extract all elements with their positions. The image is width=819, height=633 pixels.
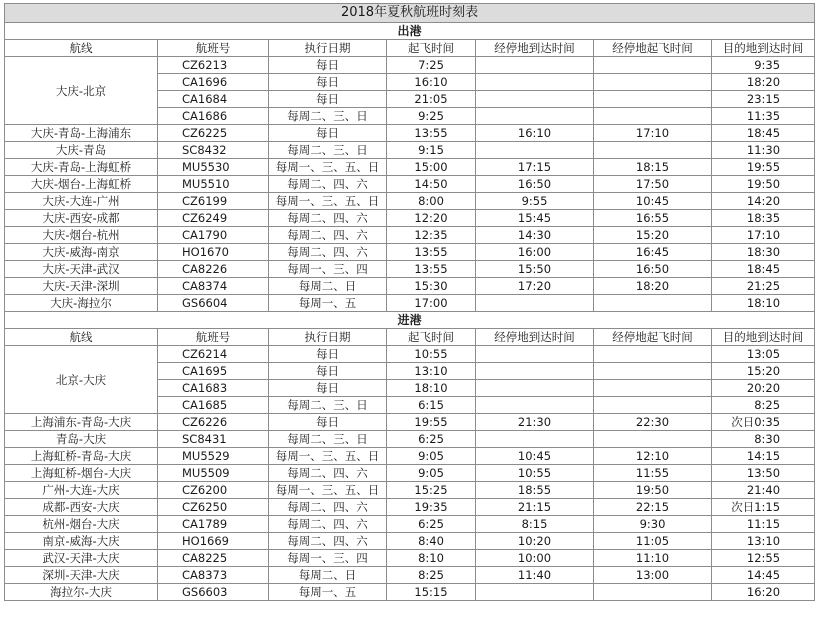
stop-arrival-cell: 14:30: [476, 227, 594, 244]
stop-departure-cell: 11:05: [594, 533, 712, 550]
flight-number-cell: GS6604: [158, 295, 269, 312]
flight-number-cell: CZ6214: [158, 346, 269, 363]
stop-departure-cell: [594, 363, 712, 380]
arrival-time-cell: 次日1:15: [712, 499, 815, 516]
arrival-time-cell: 18:45: [712, 125, 815, 142]
flight-number-cell: CZ6225: [158, 125, 269, 142]
stop-arrival-cell: 17:15: [476, 159, 594, 176]
stop-arrival-cell: [476, 397, 594, 414]
departure-time-cell: 15:15: [387, 584, 476, 601]
days-cell: 每周二、三、日: [269, 431, 387, 448]
stop-departure-cell: 10:45: [594, 193, 712, 210]
stop-departure-cell: 9:30: [594, 516, 712, 533]
column-header: 航班号: [158, 329, 269, 346]
stop-departure-cell: 13:00: [594, 567, 712, 584]
stop-arrival-cell: 21:15: [476, 499, 594, 516]
days-cell: 每日: [269, 125, 387, 142]
departure-time-cell: 6:15: [387, 397, 476, 414]
table-row: [5, 261, 815, 278]
table-row: [5, 482, 815, 499]
table-row: [5, 193, 815, 210]
arrival-time-cell: 18:10: [712, 295, 815, 312]
stop-departure-cell: [594, 57, 712, 74]
stop-arrival-cell: 16:50: [476, 176, 594, 193]
route-cell: 大庆-烟台-上海虹桥: [5, 176, 158, 193]
departure-time-cell: 17:00: [387, 295, 476, 312]
flight-number-cell: MU5529: [158, 448, 269, 465]
arrival-time-cell: 14:15: [712, 448, 815, 465]
stop-departure-cell: 17:50: [594, 176, 712, 193]
route-cell: 北京-大庆: [5, 346, 158, 414]
arrival-time-cell: 14:20: [712, 193, 815, 210]
flight-number-cell: CA8225: [158, 550, 269, 567]
column-header: 起飞时间: [387, 40, 476, 57]
departure-time-cell: 9:25: [387, 108, 476, 125]
flight-number-cell: CZ6249: [158, 210, 269, 227]
days-cell: 每日: [269, 57, 387, 74]
days-cell: 每周一、三、五、日: [269, 482, 387, 499]
stop-departure-cell: [594, 74, 712, 91]
stop-departure-cell: 18:20: [594, 278, 712, 295]
section-row: [5, 23, 815, 40]
departure-time-cell: 9:05: [387, 465, 476, 482]
stop-arrival-cell: 11:40: [476, 567, 594, 584]
arrival-time-cell: 19:50: [712, 176, 815, 193]
departure-time-cell: 6:25: [387, 431, 476, 448]
stop-departure-cell: [594, 346, 712, 363]
stop-departure-cell: 19:50: [594, 482, 712, 499]
route-cell: 广州-大连-大庆: [5, 482, 158, 499]
arrival-time-cell: 20:20: [712, 380, 815, 397]
stop-arrival-cell: [476, 431, 594, 448]
stop-departure-cell: 11:10: [594, 550, 712, 567]
route-cell: 杭州-烟台-大庆: [5, 516, 158, 533]
table-row: [5, 125, 815, 142]
flight-number-cell: MU5530: [158, 159, 269, 176]
stop-arrival-cell: 16:00: [476, 244, 594, 261]
route-cell: 大庆-青岛: [5, 142, 158, 159]
flight-number-cell: CA1686: [158, 108, 269, 125]
stop-departure-cell: 18:15: [594, 159, 712, 176]
flight-number-cell: CA8226: [158, 261, 269, 278]
days-cell: 每周二、三、日: [269, 142, 387, 159]
days-cell: 每周一、三、五、日: [269, 448, 387, 465]
days-cell: 每周二、三、日: [269, 108, 387, 125]
stop-arrival-cell: [476, 74, 594, 91]
table-row: [5, 346, 815, 363]
table-row: [5, 414, 815, 431]
table-row: [5, 176, 815, 193]
table-row: [5, 210, 815, 227]
schedule-body: [5, 4, 815, 601]
departure-time-cell: 13:55: [387, 261, 476, 278]
departure-time-cell: 14:50: [387, 176, 476, 193]
flight-number-cell: CZ6213: [158, 57, 269, 74]
table-row: [5, 567, 815, 584]
arrival-time-cell: 18:20: [712, 74, 815, 91]
departure-time-cell: 18:10: [387, 380, 476, 397]
days-cell: 每日: [269, 414, 387, 431]
arrival-time-cell: 17:10: [712, 227, 815, 244]
stop-arrival-cell: [476, 57, 594, 74]
flight-number-cell: CZ6226: [158, 414, 269, 431]
column-header: 目的地到达时间: [712, 40, 815, 57]
departure-time-cell: 8:25: [387, 567, 476, 584]
days-cell: 每周一、五: [269, 295, 387, 312]
table-row: [5, 550, 815, 567]
departure-time-cell: 13:10: [387, 363, 476, 380]
arrival-time-cell: 13:10: [712, 533, 815, 550]
departure-time-cell: 21:05: [387, 91, 476, 108]
table-row: [5, 57, 815, 74]
flight-number-cell: CZ6200: [158, 482, 269, 499]
arrival-time-cell: 14:45: [712, 567, 815, 584]
section-label: 出港: [5, 23, 815, 40]
route-cell: 大庆-大连-广州: [5, 193, 158, 210]
table-row: [5, 465, 815, 482]
stop-arrival-cell: 18:55: [476, 482, 594, 499]
column-header: 航线: [5, 329, 158, 346]
stop-departure-cell: 12:10: [594, 448, 712, 465]
flight-number-cell: CA1685: [158, 397, 269, 414]
stop-departure-cell: 22:15: [594, 499, 712, 516]
departure-time-cell: 15:30: [387, 278, 476, 295]
stop-arrival-cell: 10:00: [476, 550, 594, 567]
column-header: 航班号: [158, 40, 269, 57]
stop-arrival-cell: 8:15: [476, 516, 594, 533]
stop-departure-cell: [594, 584, 712, 601]
table-row: [5, 244, 815, 261]
departure-time-cell: 6:25: [387, 516, 476, 533]
departure-time-cell: 19:55: [387, 414, 476, 431]
arrival-time-cell: 13:05: [712, 346, 815, 363]
flight-number-cell: CZ6199: [158, 193, 269, 210]
days-cell: 每周二、日: [269, 567, 387, 584]
departure-time-cell: 7:25: [387, 57, 476, 74]
flight-schedule-table: [4, 3, 815, 601]
stop-arrival-cell: [476, 142, 594, 159]
table-row: [5, 431, 815, 448]
departure-time-cell: 13:55: [387, 244, 476, 261]
days-cell: 每日: [269, 363, 387, 380]
arrival-time-cell: 18:30: [712, 244, 815, 261]
stop-arrival-cell: 15:45: [476, 210, 594, 227]
departure-time-cell: 8:00: [387, 193, 476, 210]
arrival-time-cell: 21:25: [712, 278, 815, 295]
flight-number-cell: CA1789: [158, 516, 269, 533]
days-cell: 每周二、三、日: [269, 397, 387, 414]
route-cell: 深圳-天津-大庆: [5, 567, 158, 584]
days-cell: 每周二、日: [269, 278, 387, 295]
flight-number-cell: CA8374: [158, 278, 269, 295]
stop-arrival-cell: [476, 380, 594, 397]
stop-arrival-cell: 10:55: [476, 465, 594, 482]
days-cell: 每日: [269, 74, 387, 91]
flight-number-cell: CA1695: [158, 363, 269, 380]
departure-time-cell: 16:10: [387, 74, 476, 91]
stop-departure-cell: 16:55: [594, 210, 712, 227]
days-cell: 每周二、四、六: [269, 533, 387, 550]
stop-departure-cell: 15:20: [594, 227, 712, 244]
days-cell: 每周二、四、六: [269, 210, 387, 227]
route-cell: 南京-威海-大庆: [5, 533, 158, 550]
route-cell: 上海浦东-青岛-大庆: [5, 414, 158, 431]
flight-number-cell: GS6603: [158, 584, 269, 601]
flight-number-cell: HO1670: [158, 244, 269, 261]
flight-number-cell: MU5510: [158, 176, 269, 193]
departure-time-cell: 10:55: [387, 346, 476, 363]
days-cell: 每周一、三、四: [269, 550, 387, 567]
departure-time-cell: 9:15: [387, 142, 476, 159]
stop-departure-cell: [594, 431, 712, 448]
section-row: [5, 312, 815, 329]
table-row: [5, 278, 815, 295]
flight-number-cell: MU5509: [158, 465, 269, 482]
arrival-time-cell: 11:35: [712, 108, 815, 125]
days-cell: 每周二、四、六: [269, 227, 387, 244]
arrival-time-cell: 11:15: [712, 516, 815, 533]
arrival-time-cell: 11:30: [712, 142, 815, 159]
route-cell: 青岛-大庆: [5, 431, 158, 448]
flight-number-cell: SC8432: [158, 142, 269, 159]
table-row: [5, 227, 815, 244]
days-cell: 每周二、四、六: [269, 244, 387, 261]
arrival-time-cell: 13:50: [712, 465, 815, 482]
arrival-time-cell: 15:20: [712, 363, 815, 380]
route-cell: 大庆-威海-南京: [5, 244, 158, 261]
table-row: [5, 584, 815, 601]
departure-time-cell: 12:35: [387, 227, 476, 244]
days-cell: 每日: [269, 380, 387, 397]
stop-arrival-cell: [476, 108, 594, 125]
stop-arrival-cell: 21:30: [476, 414, 594, 431]
flight-number-cell: CA1790: [158, 227, 269, 244]
arrival-time-cell: 16:20: [712, 584, 815, 601]
column-header: 经停地到达时间: [476, 329, 594, 346]
arrival-time-cell: 9:35: [712, 57, 815, 74]
flight-number-cell: SC8431: [158, 431, 269, 448]
departure-time-cell: 15:25: [387, 482, 476, 499]
route-cell: 上海虹桥-烟台-大庆: [5, 465, 158, 482]
days-cell: 每周一、五: [269, 584, 387, 601]
route-cell: 大庆-天津-深圳: [5, 278, 158, 295]
departure-time-cell: 8:40: [387, 533, 476, 550]
stop-departure-cell: [594, 380, 712, 397]
stop-arrival-cell: 9:55: [476, 193, 594, 210]
route-cell: 成都-西安-大庆: [5, 499, 158, 516]
table-row: [5, 295, 815, 312]
days-cell: 每周一、三、四: [269, 261, 387, 278]
arrival-time-cell: 18:45: [712, 261, 815, 278]
header-row: [5, 40, 815, 57]
arrival-time-cell: 21:40: [712, 482, 815, 499]
stop-departure-cell: [594, 397, 712, 414]
table-row: [5, 516, 815, 533]
days-cell: 每周二、四、六: [269, 516, 387, 533]
column-header: 执行日期: [269, 329, 387, 346]
stop-arrival-cell: [476, 363, 594, 380]
stop-arrival-cell: 10:20: [476, 533, 594, 550]
flight-number-cell: HO1669: [158, 533, 269, 550]
route-cell: 上海虹桥-青岛-大庆: [5, 448, 158, 465]
column-header: 经停地起飞时间: [594, 329, 712, 346]
stop-departure-cell: 16:50: [594, 261, 712, 278]
column-header: 经停地到达时间: [476, 40, 594, 57]
route-cell: 大庆-青岛-上海虹桥: [5, 159, 158, 176]
column-header: 执行日期: [269, 40, 387, 57]
arrival-time-cell: 次日0:35: [712, 414, 815, 431]
stop-departure-cell: [594, 108, 712, 125]
stop-arrival-cell: [476, 346, 594, 363]
stop-departure-cell: 22:30: [594, 414, 712, 431]
column-header: 起飞时间: [387, 329, 476, 346]
days-cell: 每周一、三、五、日: [269, 193, 387, 210]
route-cell: 大庆-青岛-上海浦东: [5, 125, 158, 142]
table-row: [5, 142, 815, 159]
header-row: [5, 329, 815, 346]
arrival-time-cell: 18:35: [712, 210, 815, 227]
departure-time-cell: 19:35: [387, 499, 476, 516]
column-header: 目的地到达时间: [712, 329, 815, 346]
arrival-time-cell: 8:30: [712, 431, 815, 448]
stop-arrival-cell: [476, 295, 594, 312]
days-cell: 每周一、三、五、日: [269, 159, 387, 176]
days-cell: 每日: [269, 91, 387, 108]
table-row: [5, 448, 815, 465]
table-row: [5, 159, 815, 176]
table-title: 2018年夏秋航班时刻表: [5, 4, 815, 23]
route-cell: 大庆-北京: [5, 57, 158, 125]
stop-arrival-cell: 17:20: [476, 278, 594, 295]
table-row: [5, 499, 815, 516]
stop-arrival-cell: 16:10: [476, 125, 594, 142]
section-label: 进港: [5, 312, 815, 329]
stop-arrival-cell: [476, 584, 594, 601]
stop-departure-cell: 11:55: [594, 465, 712, 482]
departure-time-cell: 13:55: [387, 125, 476, 142]
days-cell: 每日: [269, 346, 387, 363]
stop-arrival-cell: 10:45: [476, 448, 594, 465]
flight-number-cell: CA1684: [158, 91, 269, 108]
arrival-time-cell: 12:55: [712, 550, 815, 567]
days-cell: 每周二、四、六: [269, 499, 387, 516]
route-cell: 大庆-海拉尔: [5, 295, 158, 312]
flight-number-cell: CA8373: [158, 567, 269, 584]
stop-arrival-cell: 15:50: [476, 261, 594, 278]
stop-departure-cell: [594, 142, 712, 159]
flight-number-cell: CA1683: [158, 380, 269, 397]
route-cell: 大庆-西安-成都: [5, 210, 158, 227]
days-cell: 每周二、四、六: [269, 176, 387, 193]
departure-time-cell: 9:05: [387, 448, 476, 465]
table-row: [5, 533, 815, 550]
column-header: 经停地起飞时间: [594, 40, 712, 57]
stop-departure-cell: 17:10: [594, 125, 712, 142]
arrival-time-cell: 8:25: [712, 397, 815, 414]
days-cell: 每周二、四、六: [269, 465, 387, 482]
route-cell: 大庆-烟台-杭州: [5, 227, 158, 244]
stop-departure-cell: [594, 91, 712, 108]
arrival-time-cell: 23:15: [712, 91, 815, 108]
arrival-time-cell: 19:55: [712, 159, 815, 176]
departure-time-cell: 12:20: [387, 210, 476, 227]
departure-time-cell: 8:10: [387, 550, 476, 567]
route-cell: 大庆-天津-武汉: [5, 261, 158, 278]
stop-departure-cell: 16:45: [594, 244, 712, 261]
column-header: 航线: [5, 40, 158, 57]
flight-number-cell: CZ6250: [158, 499, 269, 516]
title-row: [5, 4, 815, 23]
route-cell: 海拉尔-大庆: [5, 584, 158, 601]
stop-arrival-cell: [476, 91, 594, 108]
stop-departure-cell: [594, 295, 712, 312]
departure-time-cell: 15:00: [387, 159, 476, 176]
flight-number-cell: CA1696: [158, 74, 269, 91]
route-cell: 武汉-天津-大庆: [5, 550, 158, 567]
